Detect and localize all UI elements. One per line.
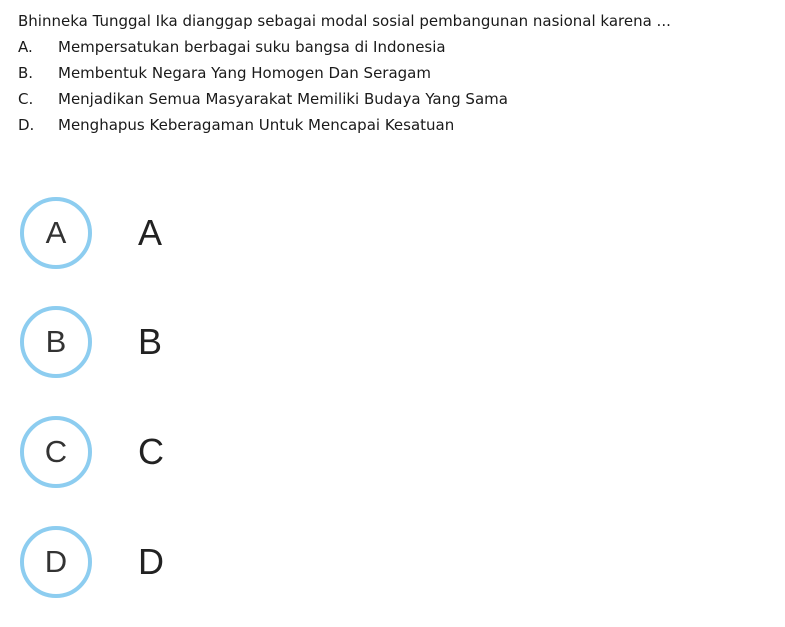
question-block: [18, 8, 778, 138]
option-text: Membentuk Negara Yang Homogen Dan Seragam: [58, 64, 431, 82]
question-stem: Bhinneka Tunggal Ika dianggap sebagai modal sosial pembangunan nasional karena ...: [18, 12, 671, 30]
question-option-b: [18, 60, 778, 86]
question-option-a: [18, 34, 778, 60]
answer-radio-b[interactable]: B: [20, 306, 92, 378]
answer-label-d[interactable]: D: [138, 541, 164, 582]
option-letter: A.: [18, 38, 33, 56]
option-text: Menghapus Keberagaman Untuk Mencapai Kesatuan: [58, 116, 455, 134]
question-option-d: [18, 112, 778, 138]
answer-radio-d[interactable]: D: [20, 526, 92, 598]
option-text: Mempersatukan berbagai suku bangsa di Indonesia: [58, 38, 446, 56]
answer-label-b[interactable]: B: [138, 321, 163, 362]
answer-radio-a[interactable]: A: [20, 197, 92, 269]
answer-label-c[interactable]: C: [138, 431, 164, 472]
answer-choice-c[interactable]: [20, 413, 320, 491]
option-letter: B.: [18, 64, 34, 82]
option-letter: C.: [18, 90, 34, 108]
answer-label-a[interactable]: A: [138, 212, 163, 253]
answer-choice-b[interactable]: [20, 303, 320, 381]
answer-choice-a[interactable]: [20, 194, 320, 272]
answer-choice-d[interactable]: [20, 523, 320, 601]
question-option-c: [18, 86, 778, 112]
option-letter: D.: [18, 116, 35, 134]
option-text: Menjadikan Semua Masyarakat Memiliki Budaya Yang Sama: [58, 90, 508, 108]
answer-radio-c[interactable]: C: [20, 416, 92, 488]
